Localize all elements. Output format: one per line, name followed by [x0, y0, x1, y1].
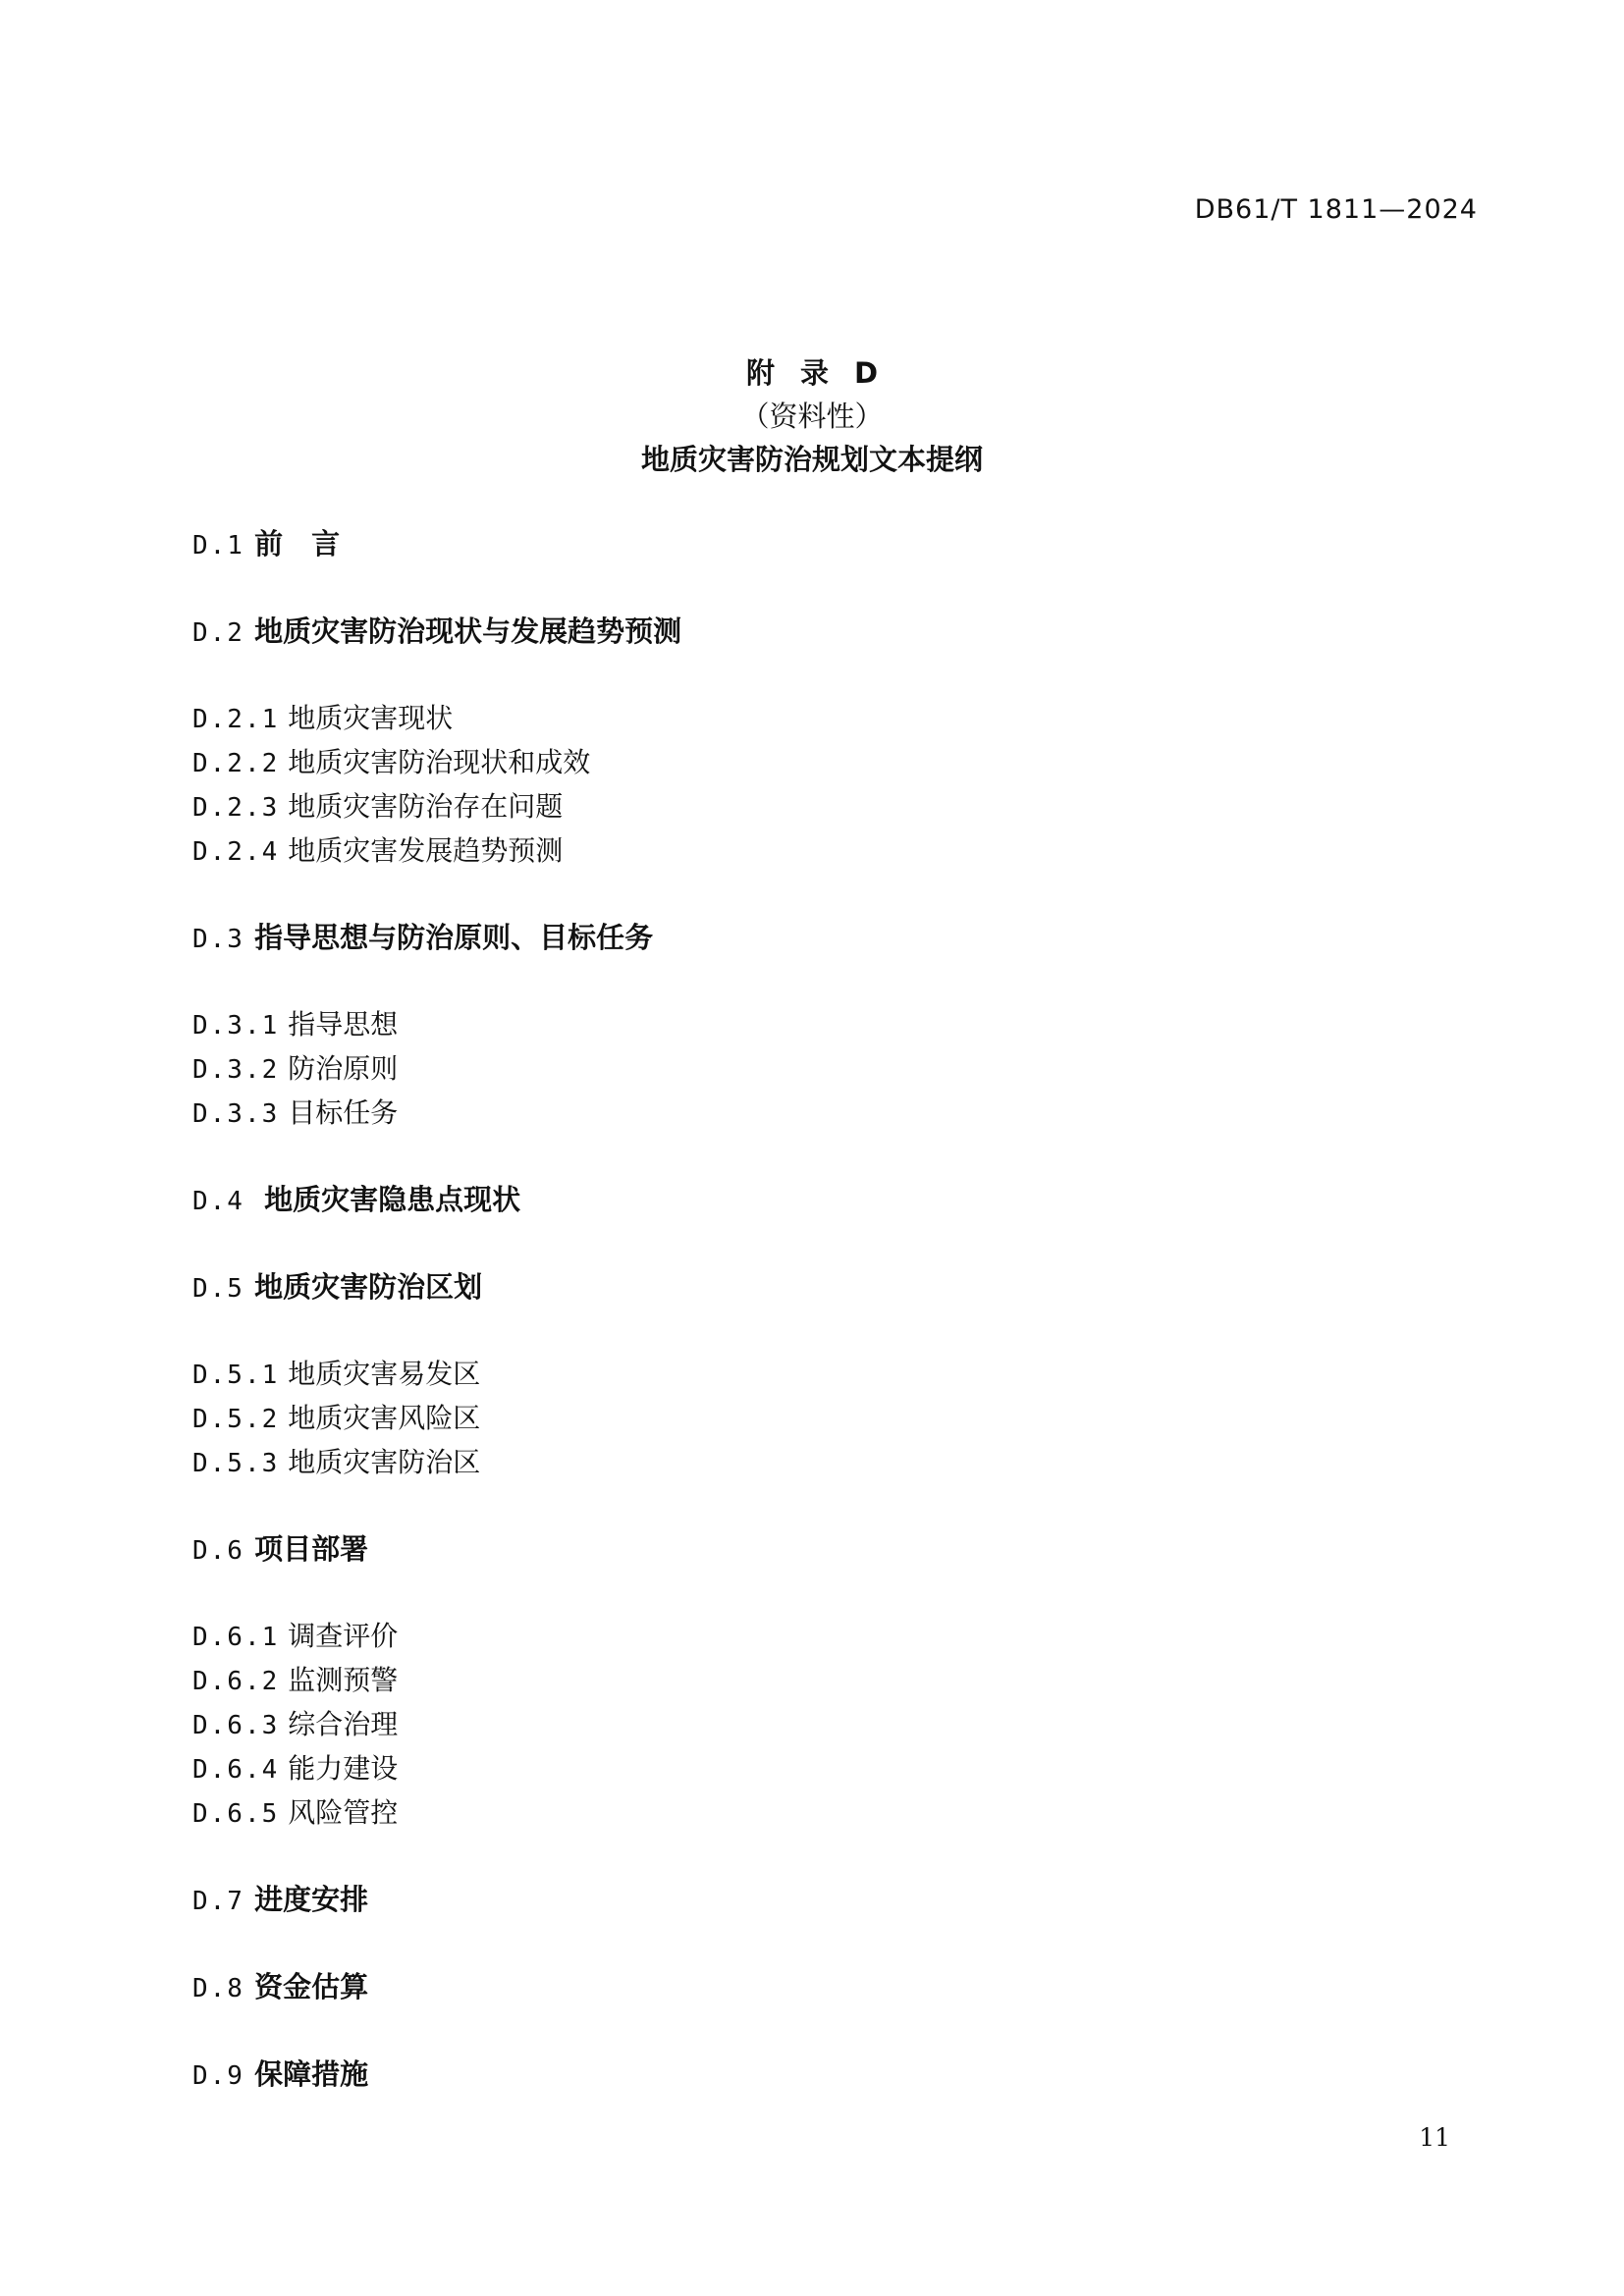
subsection-number: D.3.2	[192, 1055, 280, 1085]
subsection-item	[192, 829, 1430, 874]
chapter-number: D.3	[192, 925, 244, 954]
appendix-label: 附录D	[745, 356, 904, 390]
subsection-item	[192, 1615, 1430, 1659]
subsection-item	[192, 1047, 1430, 1092]
subsection-number: D.6.4	[192, 1755, 280, 1785]
page-number: 11	[1419, 2123, 1450, 2152]
document-code: DB61/T 1811—2024	[1194, 194, 1478, 225]
spacer	[192, 1923, 1430, 1965]
chapter-number: D.2	[192, 618, 244, 648]
chapter-number: D.8	[192, 1974, 244, 2003]
subsection-number: D.2.4	[192, 837, 280, 867]
subsection-item	[192, 1003, 1430, 1047]
chapter-heading	[192, 1178, 1430, 1223]
appendix-nature: （资料性）	[740, 400, 884, 433]
chapter-heading	[192, 2053, 1430, 2098]
chapter-number: D.4	[192, 1187, 244, 1216]
subsection-title: 地质灾害发展趋势预测	[288, 834, 564, 867]
outline-list	[192, 522, 1430, 2098]
chapter-number: D.5	[192, 1274, 244, 1304]
subsection-number: D.6.5	[192, 1799, 280, 1829]
chapter-heading	[192, 1878, 1430, 1923]
subsection-title: 地质灾害风险区	[288, 1402, 481, 1434]
subsection-item	[192, 1397, 1430, 1441]
subsection-item	[192, 785, 1430, 829]
subsection-number: D.2.3	[192, 793, 280, 823]
subsection-title: 指导思想	[288, 1008, 399, 1041]
subsection-title: 综合治理	[288, 1708, 399, 1740]
chapter-title: 资金估算	[254, 1970, 369, 2003]
chapter-title: 指导思想与防治原则、目标任务	[254, 921, 654, 954]
subsection-list	[192, 1615, 1430, 1836]
subsection-item	[192, 1659, 1430, 1703]
spacer	[192, 2010, 1430, 2053]
chapter-title: 保障措施	[254, 2057, 369, 2091]
subsection-list	[192, 697, 1430, 874]
subsection-number: D.5.3	[192, 1449, 280, 1478]
chapter-number: D.7	[192, 1887, 244, 1916]
chapter-number: D.9	[192, 2061, 244, 2091]
chapter-heading	[192, 1527, 1430, 1573]
subsection-item	[192, 1703, 1430, 1747]
chapter-title: 进度安排	[254, 1883, 369, 1916]
subsection-item	[192, 1747, 1430, 1791]
chapter-heading	[192, 1965, 1430, 2010]
subsection-title: 目标任务	[288, 1096, 399, 1129]
subsection-list	[192, 1353, 1430, 1485]
chapter-heading	[192, 610, 1430, 655]
chapter-number: D.6	[192, 1536, 244, 1566]
chapter-heading	[192, 522, 1430, 567]
chapter-title: 前 言	[254, 527, 341, 561]
appendix-heading	[0, 351, 1624, 481]
subsection-number: D.6.2	[192, 1667, 280, 1696]
subsection-number: D.6.3	[192, 1711, 280, 1740]
subsection-title: 调查评价	[288, 1620, 399, 1652]
subsection-number: D.3.3	[192, 1099, 280, 1129]
subsection-item	[192, 1791, 1430, 1836]
subsection-number: D.3.1	[192, 1011, 280, 1041]
appendix-title: 地质灾害防治规划文本提纲	[640, 443, 983, 476]
chapter-number: D.1	[192, 531, 244, 561]
chapter-heading	[192, 916, 1430, 961]
subsection-title: 监测预警	[288, 1664, 399, 1696]
subsection-number: D.6.1	[192, 1623, 280, 1652]
subsection-item	[192, 697, 1430, 741]
spacer	[192, 567, 1430, 610]
chapter-heading	[192, 1265, 1430, 1310]
subsection-title: 能力建设	[288, 1752, 399, 1785]
chapter-title: 地质灾害防治区划	[254, 1270, 483, 1304]
subsection-list	[192, 1003, 1430, 1136]
subsection-title: 地质灾害现状	[288, 702, 454, 734]
subsection-title: 地质灾害易发区	[288, 1358, 481, 1390]
subsection-item	[192, 1441, 1430, 1485]
spacer	[192, 1223, 1430, 1265]
subsection-title: 防治原则	[288, 1052, 399, 1085]
subsection-title: 风险管控	[288, 1796, 399, 1829]
subsection-title: 地质灾害防治现状和成效	[288, 746, 591, 778]
subsection-title: 地质灾害防治区	[288, 1446, 481, 1478]
subsection-number: D.5.1	[192, 1361, 280, 1390]
subsection-item	[192, 1353, 1430, 1397]
subsection-item	[192, 1092, 1430, 1136]
subsection-number: D.5.2	[192, 1405, 280, 1434]
subsection-item	[192, 741, 1430, 785]
subsection-number: D.2.1	[192, 705, 280, 734]
subsection-title: 地质灾害防治存在问题	[288, 790, 564, 823]
chapter-title: 地质灾害防治现状与发展趋势预测	[254, 614, 682, 648]
subsection-number: D.2.2	[192, 749, 280, 778]
chapter-title: 地质灾害隐患点现状	[254, 1183, 521, 1216]
chapter-title: 项目部署	[254, 1532, 369, 1566]
